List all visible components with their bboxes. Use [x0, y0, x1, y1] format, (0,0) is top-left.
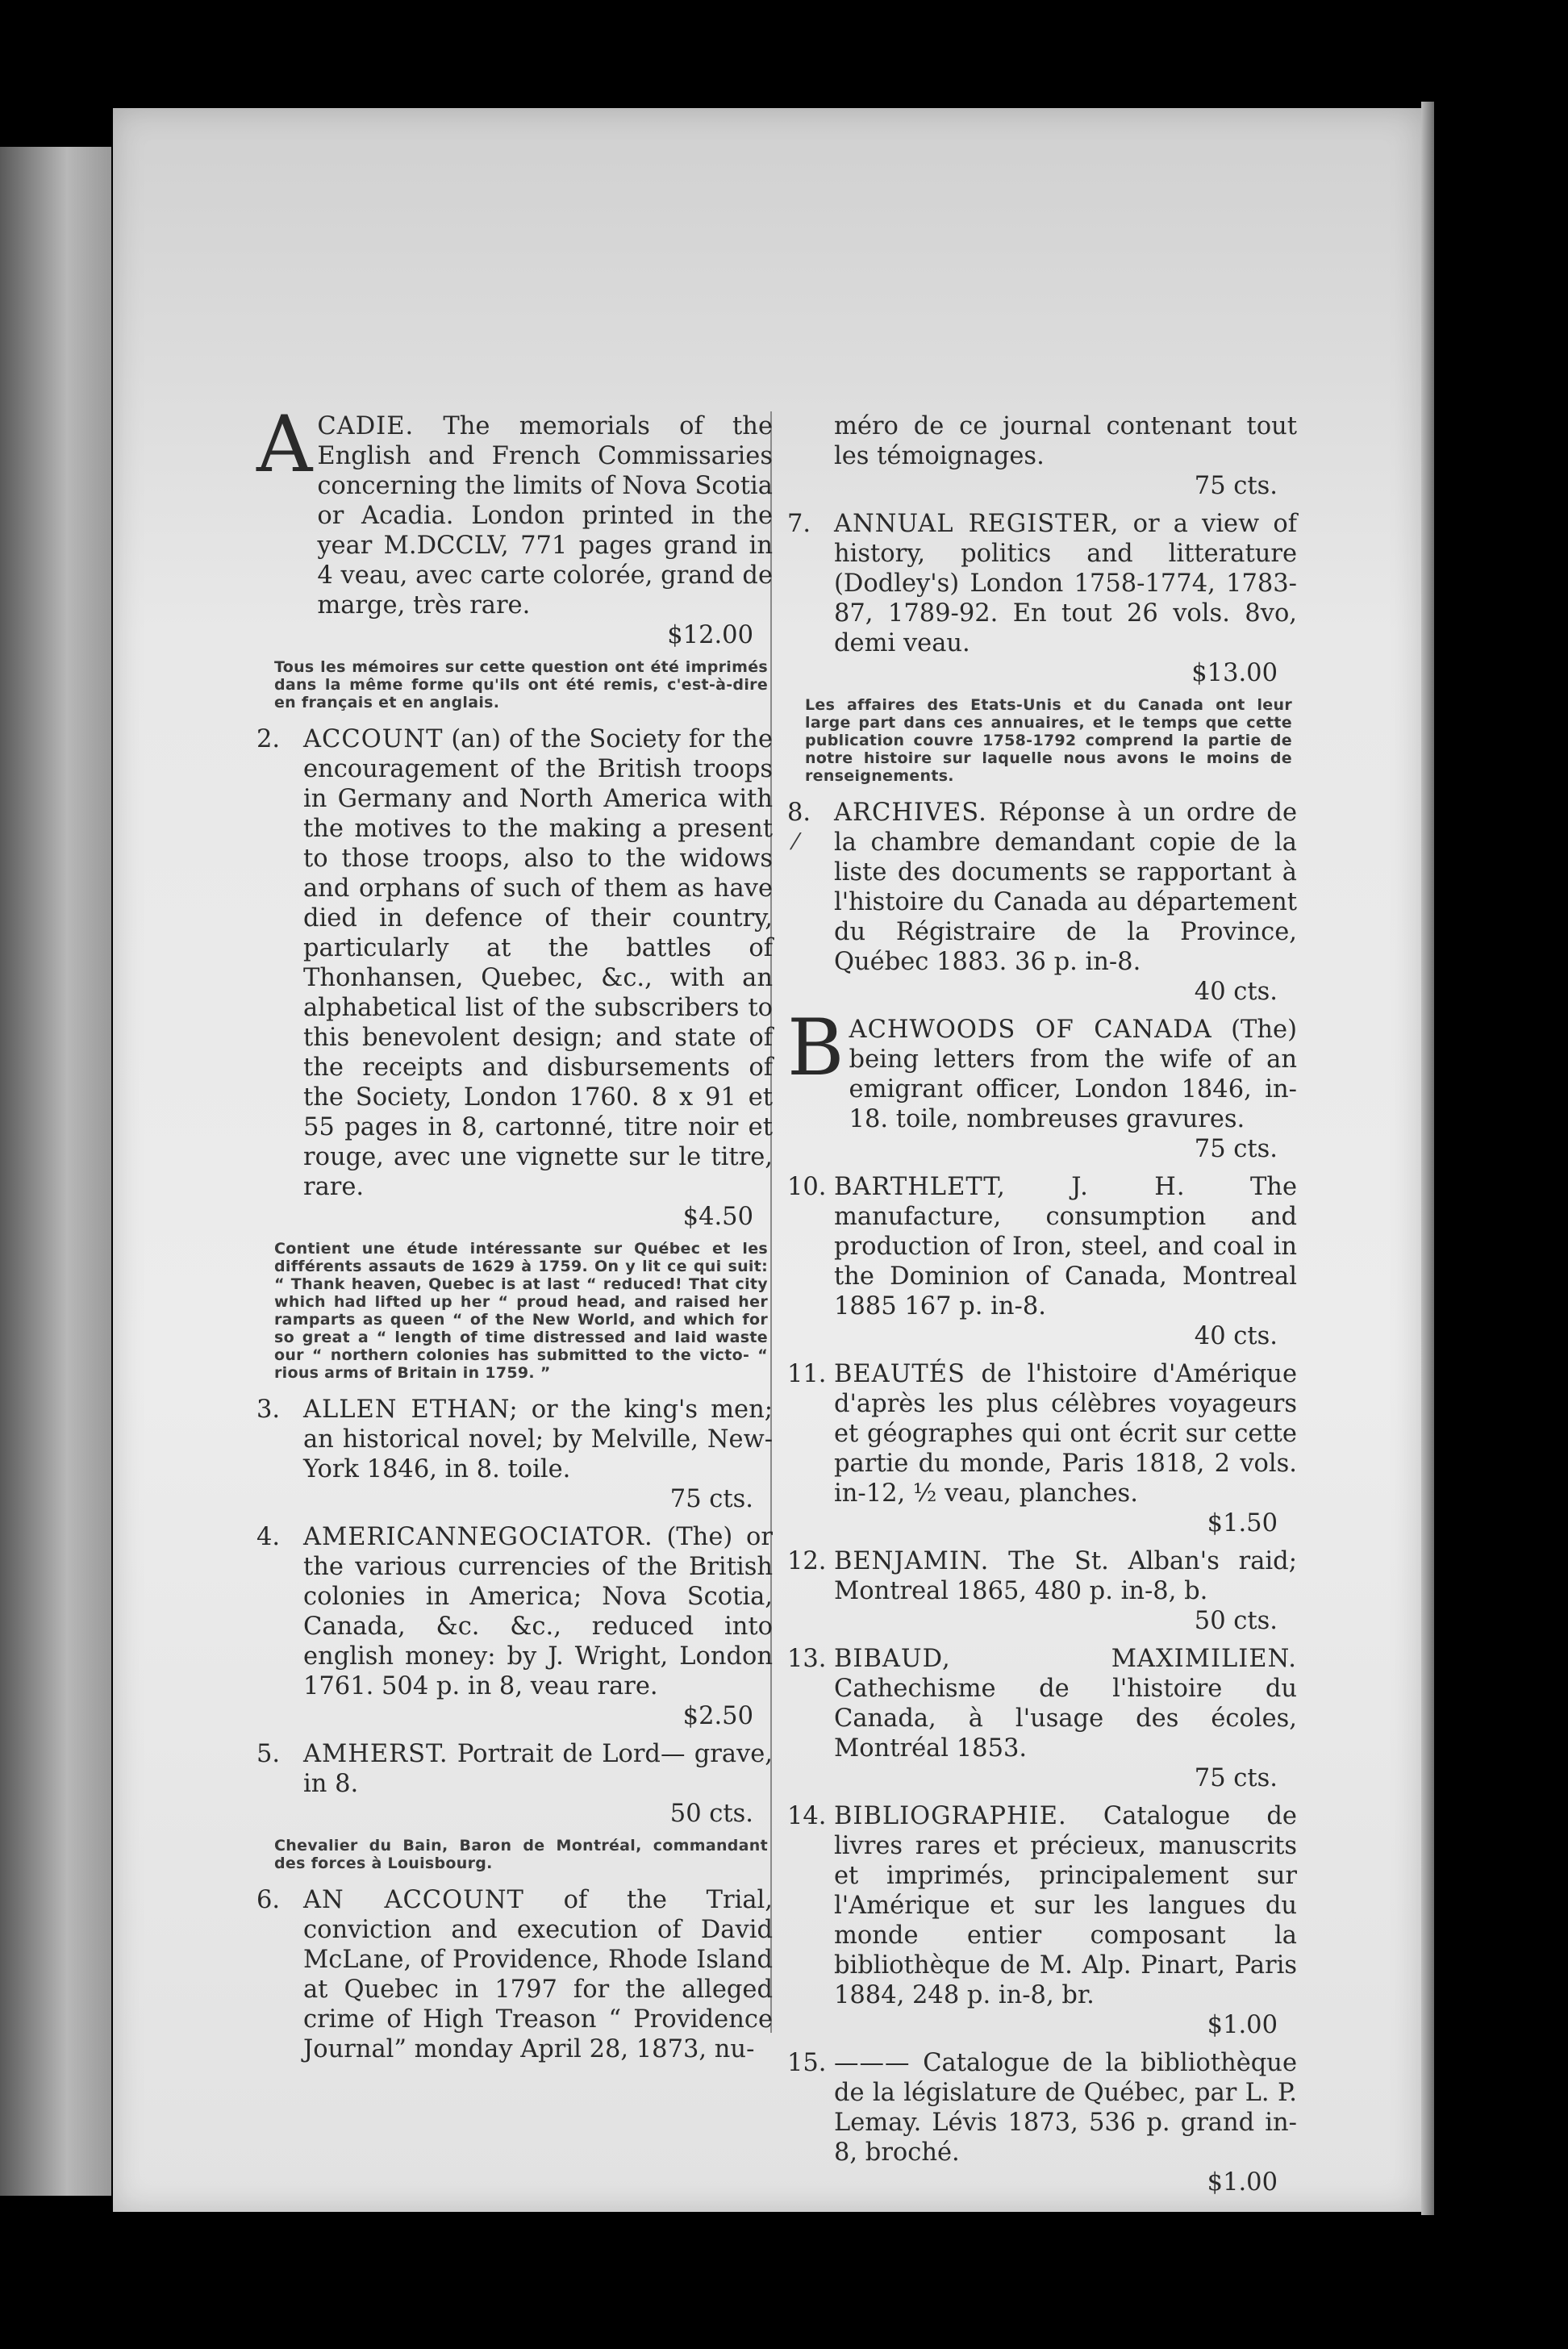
entry-text: (The) or the various currencies of the British colonies in America; Nova Scotia, Canada, &c. &c., reduced into english money: by J. Wright, London 1761. 504 p. in 8, veau rare.: [303, 1523, 773, 1700]
entry-price: $4.50: [682, 1203, 753, 1231]
entry-title: CADIE.: [317, 412, 415, 440]
facing-page-edge: [0, 147, 111, 2196]
entry-note: Contient une étude intéressante sur Québec et les différents assauts de 1629 à 1759. On y lit ce qui suit: “ Thank heaven, Quebec is at last “ reduced! That city which had lifted up her “ proud head, and raised her ramparts as queen “ of the New World, and which for so great a “ length of time distressed and laid waste our “ northern colonies has submitted to the victo- “ rious arms of Britain in 1759. ”: [274, 1240, 768, 1382]
entry-price: $1.00: [1207, 2168, 1278, 2197]
entry-title: ACCOUNT: [303, 725, 444, 753]
entry-title: BEAUTÉS: [834, 1360, 965, 1388]
entry-text: of the Trial, conviction and execution of David McLane, of Providence, Rhode Island at Quebec in 1797 for the alleged crime of High Treason “ Providence Journal” monday April 28, 1873, nu-: [303, 1886, 773, 2063]
entry-title: ———: [834, 2049, 911, 2077]
entry-number: 10.: [787, 1173, 827, 1201]
entry-title: AMHERST.: [303, 1740, 448, 1768]
entry-text: Portrait de Lord— grave, in 8.: [303, 1740, 773, 1798]
entry-text: méro de ce journal contenant tout les témoignages.: [834, 412, 1297, 470]
entry-note: Les affaires des Etats-Unis et du Canada ont leur large part dans ces annuaires, et le temps que cette publication couvre 1758-1792 comprend la partie de notre histoire sur laquelle nous avons le moins de renseignements.: [805, 696, 1292, 785]
entry-number: 6.: [256, 1886, 281, 1914]
entry-number: 5.: [256, 1740, 281, 1768]
entry-text: Catalogue de la bibliothèque de la législature de Québec, par L. P. Lemay. Lévis 1873, 536 p. grand in-8, broché.: [834, 2049, 1297, 2167]
entry-number: 3.: [256, 1396, 281, 1424]
catalogue-entry-11: [787, 1359, 1297, 1538]
entry-note: Chevalier du Bain, Baron de Montréal, commandant des forces à Louisbourg.: [274, 1837, 768, 1872]
catalogue-entry-6: [256, 1885, 773, 2064]
entry-text: (The) being letters from the wife of an emigrant officer, London 1846, in-18. toile, nombreuses gravures.: [849, 1016, 1297, 1133]
entry-number: 2.: [256, 725, 281, 753]
catalogue-entry-9: [787, 1003, 1297, 1164]
entry-text: or the king's men; an historical novel; by Melville, New-York 1846, in 8. toile.: [303, 1396, 774, 1483]
entry-text: (an) of the Society for the encouragement of the British troops in Germany and North America with the motives to the making a present to those troops, also to the widows and orphans of such of them as have died in defence of their country, particularly at the battles of Thonhansen, Quebec, &c., with an alphabetical list of the subscribers to this benevolent design; and state of the receipts and disbursements of the Society, London 1760. 8 x 91 et 55 pages in 8, cartonné, titre noir et rouge, avec une vignette sur le titre, rare.: [303, 725, 773, 1201]
entry-price: $12.00: [667, 621, 753, 649]
entry-price: $2.50: [682, 1702, 753, 1730]
drop-cap: B: [787, 1003, 844, 1093]
entry-text: The St. Alban's raid; Montreal 1865, 480 p. in-8, b.: [834, 1547, 1297, 1605]
entry-price: 75 cts.: [1194, 1764, 1278, 1792]
catalogue-entry-1: [256, 399, 774, 650]
catalogue-entry-7: [787, 509, 1297, 688]
catalogue-entry-4: [256, 1522, 773, 1731]
catalogue-entry-10: [787, 1172, 1297, 1351]
entry-price: 75 cts.: [1194, 1135, 1278, 1163]
catalogue-entry-3: [256, 1395, 773, 1514]
entry-price: 40 cts.: [1194, 978, 1278, 1006]
entry-title: BENJAMIN.: [834, 1547, 990, 1575]
entry-number: 7.: [787, 510, 811, 538]
entry-text: Cathechisme de l'histoire du Canada, à l'usage des écoles, Montréal 1853.: [834, 1675, 1297, 1763]
catalogue-entry-6-continued: [787, 411, 1297, 501]
entry-number: 12.: [787, 1547, 827, 1575]
entry-title: ALLEN ETHAN;: [303, 1396, 519, 1424]
entry-number: 14.: [787, 1802, 827, 1830]
entry-title: ARCHIVES.: [834, 799, 987, 827]
entry-number: 8.: [787, 799, 811, 827]
entry-text: The manufacture, consumption and production of Iron, steel, and coal in the Dominion of Canada, Montreal 1885 167 p. in-8.: [834, 1173, 1297, 1321]
entry-title: ANNUAL REGISTER,: [834, 510, 1120, 538]
entry-price: 75 cts.: [669, 1485, 753, 1513]
catalogue-entry-15: [787, 2048, 1297, 2197]
entry-price: 40 cts.: [1194, 1322, 1278, 1350]
page-fore-edge: [1421, 102, 1434, 2215]
entry-text: Catalogue de livres rares et précieux, manuscrits et imprimés, principalement sur l'Amérique et sur les langues du monde entier composant la bibliothèque de M. Alp. Pinart, Paris 1884, 248 p. in-8, br.: [834, 1802, 1297, 2009]
entry-price: 50 cts.: [1194, 1607, 1278, 1635]
entry-text: or a view of history, politics and litterature (Dodley's) London 1758-1774, 1783-87, 1789-92. En tout 26 vols. 8vo, demi veau.: [834, 510, 1297, 657]
catalogue-entry-14: [787, 1801, 1297, 2040]
catalogue-entry-12: [787, 1546, 1297, 1636]
entry-title: BIBAUD, MAXIMILIEN.: [834, 1645, 1297, 1673]
entry-title: BARTHLETT, J. H.: [834, 1173, 1186, 1201]
pencil-check-mark: ⁄: [794, 828, 798, 855]
entry-note: Tous les mémoires sur cette question ont été imprimés dans la même forme qu'ils ont été remis, c'est-à-dire en français et en anglais.: [274, 658, 768, 711]
entry-number: 4.: [256, 1523, 281, 1551]
catalogue-entry-13: [787, 1644, 1297, 1793]
catalogue-entry-2: [256, 724, 773, 1232]
catalogue-entry-5: [256, 1739, 773, 1829]
catalogue-entry-8: [787, 798, 1297, 1007]
left-column: [256, 399, 774, 2072]
entry-price: $1.00: [1207, 2011, 1278, 2039]
entry-text: Réponse à un ordre de la chambre demandant copie de la liste des documents se rapportant à l'histoire du Canada au département du Régistraire de la Province, Québec 1883. 36 p. in-8.: [834, 799, 1297, 976]
right-column: [787, 411, 1297, 2205]
drop-cap: A: [256, 399, 313, 490]
entry-price: $13.00: [1191, 659, 1278, 687]
entry-number: 15.: [787, 2049, 827, 2077]
entry-title: AN ACCOUNT: [303, 1886, 524, 1914]
entry-text: de l'histoire d'Amérique d'après les plus célèbres voyageurs et géographes qui ont écrit sur cette partie du monde, Paris 1818, 2 vols. in-12, ½ veau, planches.: [834, 1360, 1297, 1508]
entry-price: $1.50: [1207, 1509, 1278, 1537]
entry-number: 13.: [787, 1645, 827, 1673]
entry-title: AMERICANNEGOCIATOR.: [303, 1523, 653, 1551]
entry-number: 11.: [787, 1360, 827, 1388]
entry-price: 75 cts.: [1194, 472, 1278, 500]
entry-title: ACHWOODS OF CANADA: [849, 1016, 1212, 1044]
entry-text: The memorials of the English and French Commissaries concerning the limits of Nova Scotia or Acadia. London printed in the year M.DCCLV, 771 pages grand in 4 veau, avec carte colorée, grand de marge, très rare.: [317, 412, 774, 620]
entry-price: 50 cts.: [669, 1800, 753, 1828]
entry-title: BIBLIOGRAPHIE.: [834, 1802, 1067, 1830]
